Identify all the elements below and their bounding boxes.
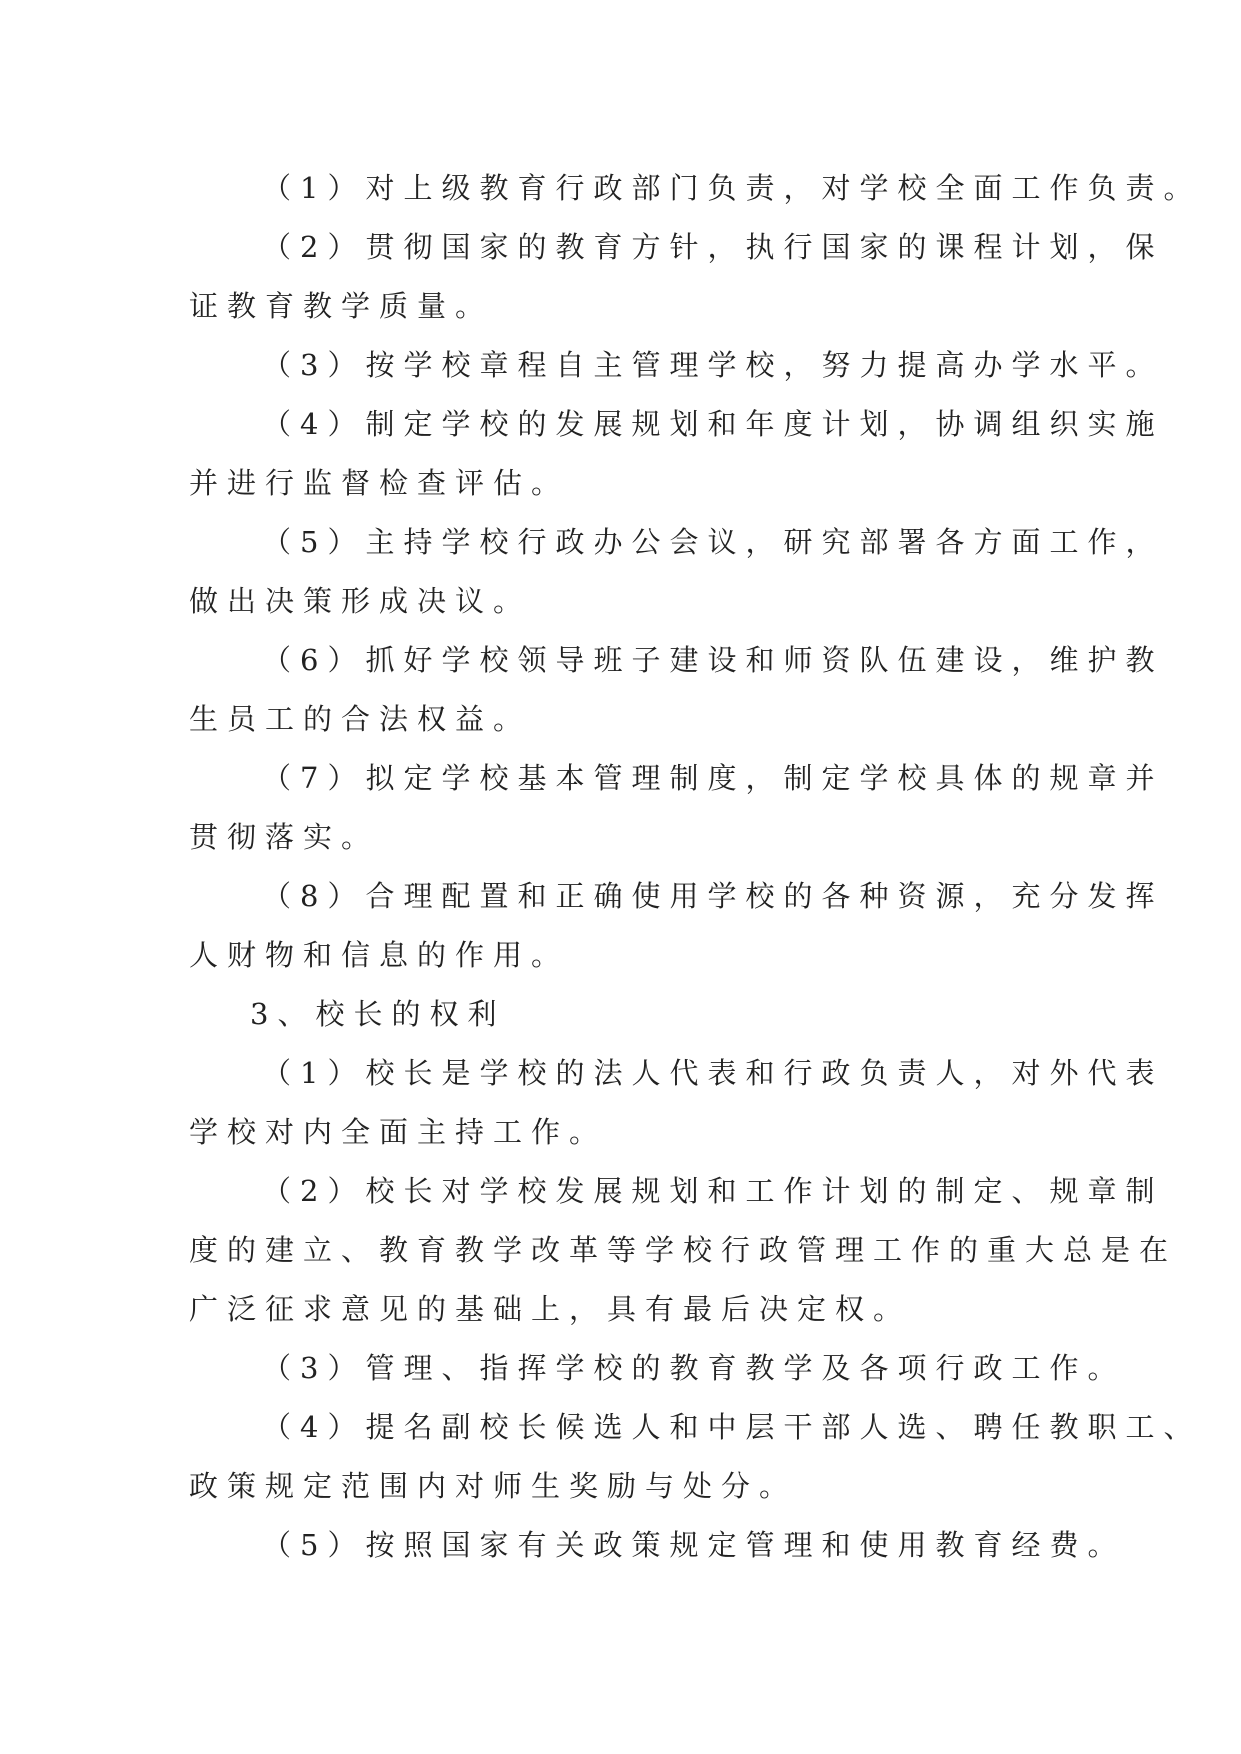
line-13: （8）合理配置和正确使用学校的各种资源，充分发挥 <box>262 879 1164 913</box>
line-14: 人财物和信息的作用。 <box>189 938 570 972</box>
line-10: 生员工的合法权益。 <box>189 702 532 736</box>
line-11: （7）拟定学校基本管理制度，制定学校具体的规章并 <box>262 761 1164 795</box>
line-1: （1）对上级教育行政部门负责，对学校全面工作负责。 <box>262 171 1202 205</box>
line-7: （5）主持学校行政办公会议，研究部署各方面工作， <box>262 525 1164 559</box>
line-8: 做出决策形成决议。 <box>189 584 532 618</box>
line-17: 学校对内全面主持工作。 <box>189 1115 608 1149</box>
line-16: （1）校长是学校的法人代表和行政负责人，对外代表 <box>262 1056 1164 1090</box>
line-19: 度的建立、教育教学改革等学校行政管理工作的重大总是在 <box>189 1233 1178 1267</box>
section-heading: 3、校长的权利 <box>250 997 506 1031</box>
line-9: （6）抓好学校领导班子建设和师资队伍建设，维护教 <box>262 643 1164 677</box>
line-6: 并进行监督检查评估。 <box>189 466 570 500</box>
line-5: （4）制定学校的发展规划和年度计划，协调组织实施 <box>262 407 1164 441</box>
line-24: （5）按照国家有关政策规定管理和使用教育经费。 <box>262 1528 1126 1562</box>
line-12: 贯彻落实。 <box>189 820 380 854</box>
line-22: （4）提名副校长候选人和中层干部人选、聘任教职工、 <box>262 1410 1202 1444</box>
line-23: 政策规定范围内对师生奖励与处分。 <box>189 1469 798 1503</box>
line-18: （2）校长对学校发展规划和工作计划的制定、规章制 <box>262 1174 1164 1208</box>
line-4: （3）按学校章程自主管理学校，努力提高办学水平。 <box>262 348 1164 382</box>
line-20: 广泛征求意见的基础上，具有最后决定权。 <box>189 1292 912 1326</box>
line-21: （3）管理、指挥学校的教育教学及各项行政工作。 <box>262 1351 1126 1385</box>
line-3: 证教育教学质量。 <box>189 289 494 323</box>
line-2: （2）贯彻国家的教育方针，执行国家的课程计划，保 <box>262 230 1164 264</box>
